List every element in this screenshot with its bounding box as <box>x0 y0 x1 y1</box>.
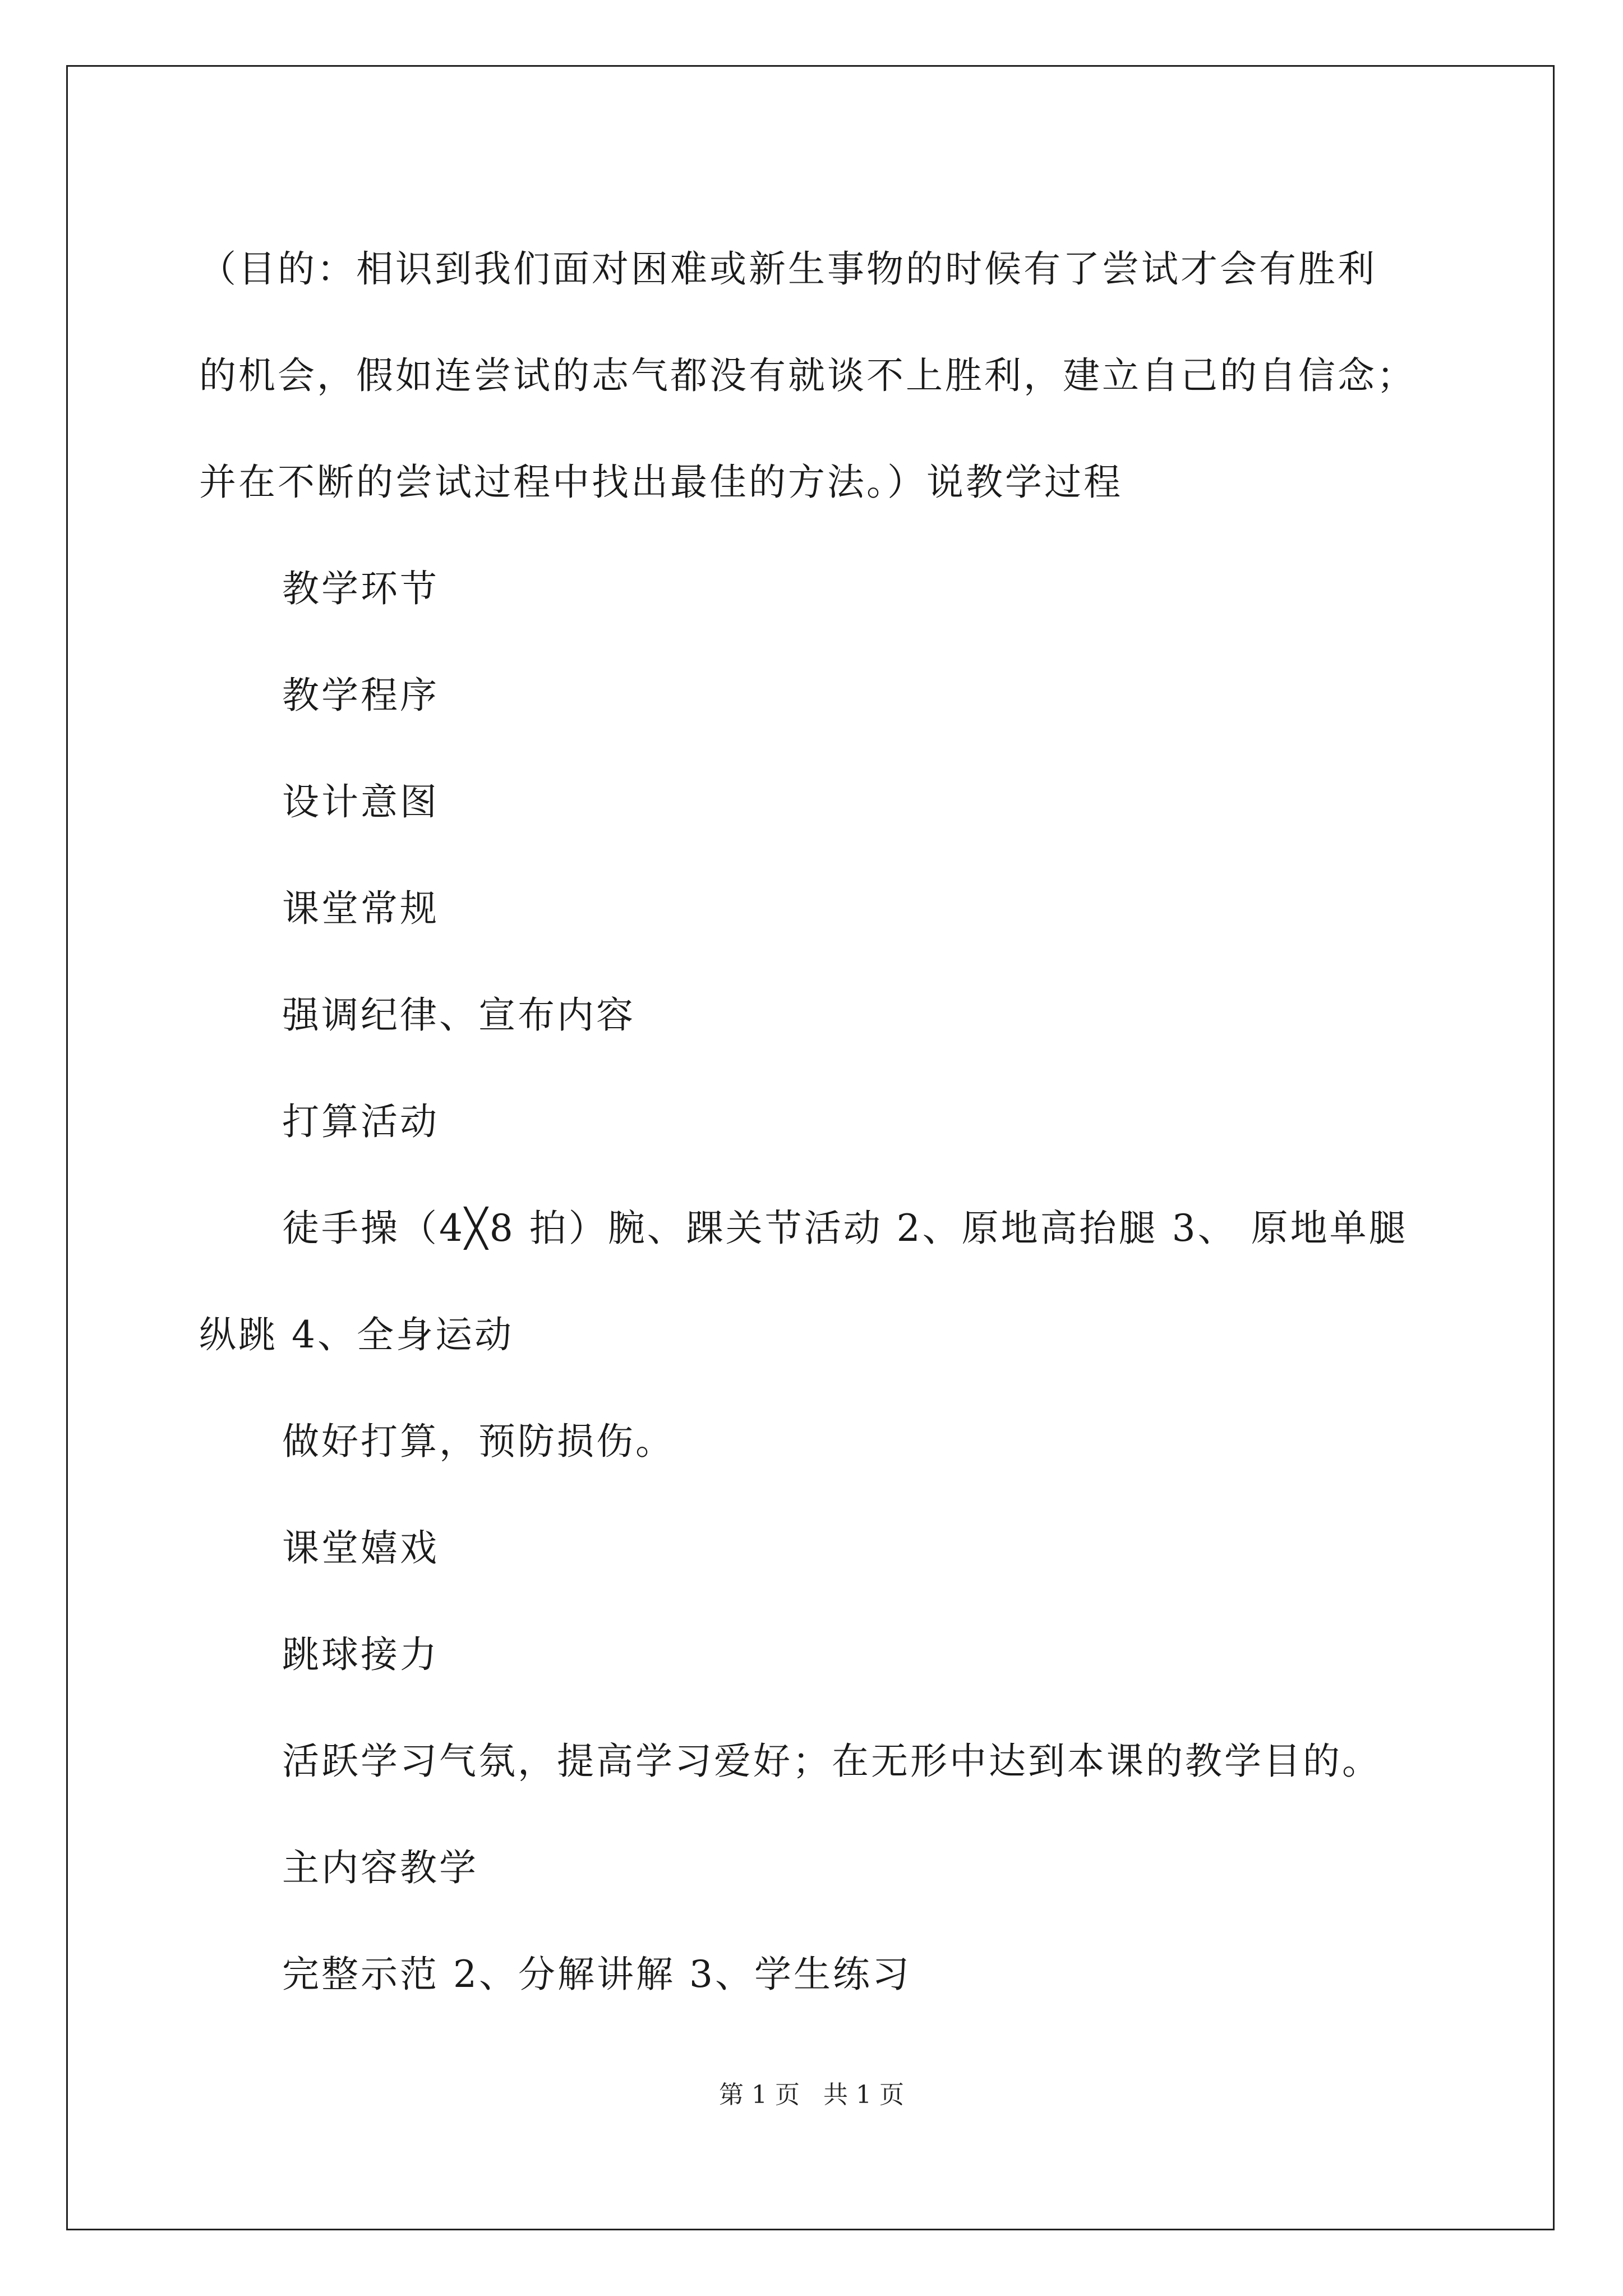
paragraph-2: 的机会，假如连尝试的志气都没有就谈不上胜利，建立自己的自信念； <box>199 354 1416 397</box>
paragraph-3: 并在不断的尝试过程中找出最佳的方法。）说教学过程 <box>199 461 1123 504</box>
page-total: 共 1 页 <box>823 2081 904 2109</box>
paragraph-15: 活跃学习气氛，提高学习爱好；在无形中达到本课的教学目的。 <box>282 1740 1381 1783</box>
paragraph-11: 纵跳 4、全身运动 <box>199 1313 514 1356</box>
paragraph-17: 完整示范 2、分解讲解 3、学生练习 <box>282 1953 911 1996</box>
paragraph-4: 教学环节 <box>282 567 439 610</box>
document-body <box>199 216 1433 2028</box>
paragraph-8: 强调纪律、宣布内容 <box>282 993 635 1037</box>
paragraph-10: 徒手操（4╳8 拍）腕、踝关节活动 2、原地高抬腿 3、 原地单腿 <box>282 1207 1408 1250</box>
paragraph-16: 主内容教学 <box>282 1846 478 1889</box>
paragraph-1: （目的：相识到我们面对困难或新生事物的时候有了尝试才会有胜利 <box>199 247 1377 291</box>
paragraph-13: 课堂嬉戏 <box>282 1526 439 1570</box>
paragraph-5: 教学程序 <box>282 674 439 717</box>
page-number: 第 1 页 <box>719 2081 800 2109</box>
page-footer <box>0 2074 1623 2110</box>
paragraph-14: 跳球接力 <box>282 1633 439 1676</box>
paragraph-7: 课堂常规 <box>282 887 439 930</box>
paragraph-12: 做好打算，预防损伤。 <box>282 1420 675 1463</box>
paragraph-6: 设计意图 <box>282 780 439 823</box>
paragraph-9: 打算活动 <box>282 1100 439 1143</box>
